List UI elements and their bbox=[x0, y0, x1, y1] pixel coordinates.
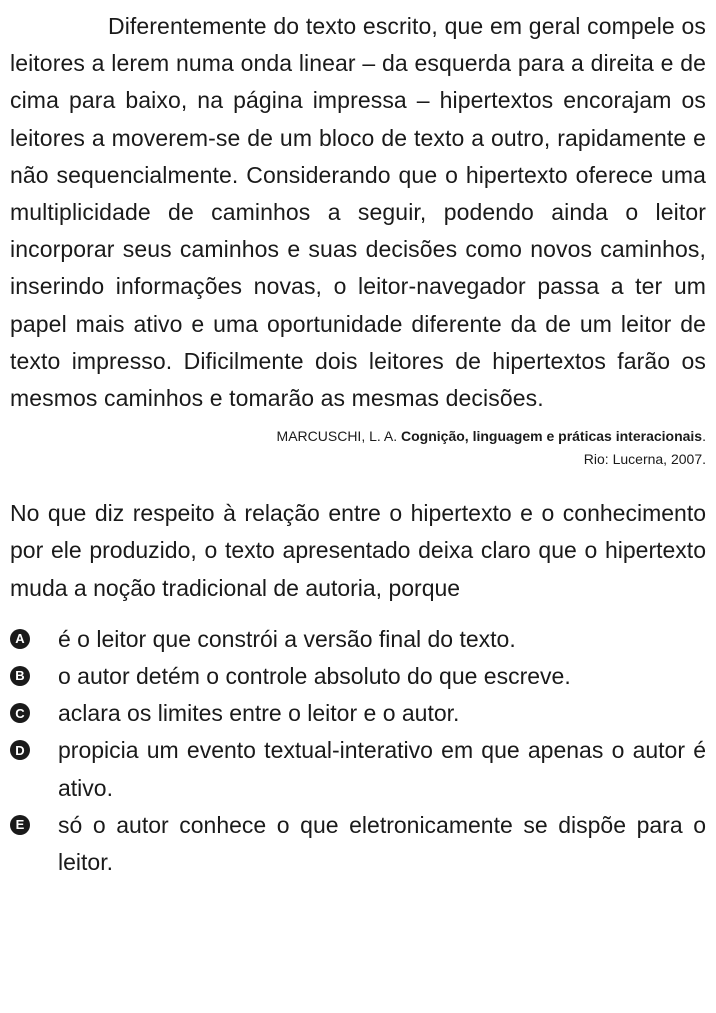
citation-title: Cognição, linguagem e práticas interacionais bbox=[401, 428, 703, 445]
citation-line-1 bbox=[10, 425, 706, 448]
citation bbox=[10, 425, 706, 471]
option-a-text: é o leitor que constrói a versão final do texto. bbox=[58, 625, 516, 652]
citation-author: MARCUSCHI, L. A. bbox=[276, 428, 402, 445]
option-d-letter-badge: D bbox=[10, 740, 30, 760]
citation-title-end: . bbox=[702, 428, 706, 445]
option-e-letter-badge: E bbox=[10, 815, 30, 835]
option-a[interactable] bbox=[10, 621, 706, 658]
option-e[interactable] bbox=[10, 807, 706, 881]
option-e-text: só o autor conhece o que eletronicamente se dispõe para o leitor. bbox=[58, 811, 706, 876]
option-d[interactable] bbox=[10, 732, 706, 806]
question-stem: No que diz respeito à relação entre o hipertexto e o conhecimento por ele produzido, o texto apresentado deixa claro que o hipertexto muda a noção tradicional de autoria, porque bbox=[10, 500, 706, 601]
option-b[interactable] bbox=[10, 658, 706, 695]
option-c[interactable] bbox=[10, 695, 706, 732]
passage-text: Diferentemente do texto escrito, que em geral compele os leitores a lerem numa onda linear – da esquerda para a direita e de cima para baixo, na página impressa – hipertextos encorajam os leitores a moverem-se de um bloco de texto a outro, rapidamente e não sequencialmente. Considerando que o hipertexto oferece uma multiplicidade de caminhos a seguir, podendo ainda o leitor incorporar seus caminhos e suas decisões como novos caminhos, inserindo informações novas, o leitor-navegador passa a ter um papel mais ativo e uma oportunidade diferente da de um leitor de texto impresso. Dificilmente dois leitores de hipertextos farão os mesmos caminhos e tomarão as mesmas decisões. bbox=[10, 13, 706, 412]
option-a-letter-badge: A bbox=[10, 629, 30, 649]
citation-publisher: Rio: Lucerna, 2007. bbox=[583, 451, 706, 468]
answer-options bbox=[10, 621, 706, 881]
option-c-text: aclara os limites entre o leitor e o autor. bbox=[58, 700, 460, 727]
option-b-letter-badge: B bbox=[10, 666, 30, 686]
option-c-letter-badge: C bbox=[10, 703, 30, 723]
option-d-text: propicia um evento textual-interativo em que apenas o autor é ativo. bbox=[58, 737, 706, 801]
option-b-text: o autor detém o controle absoluto do que escreve. bbox=[58, 663, 571, 690]
